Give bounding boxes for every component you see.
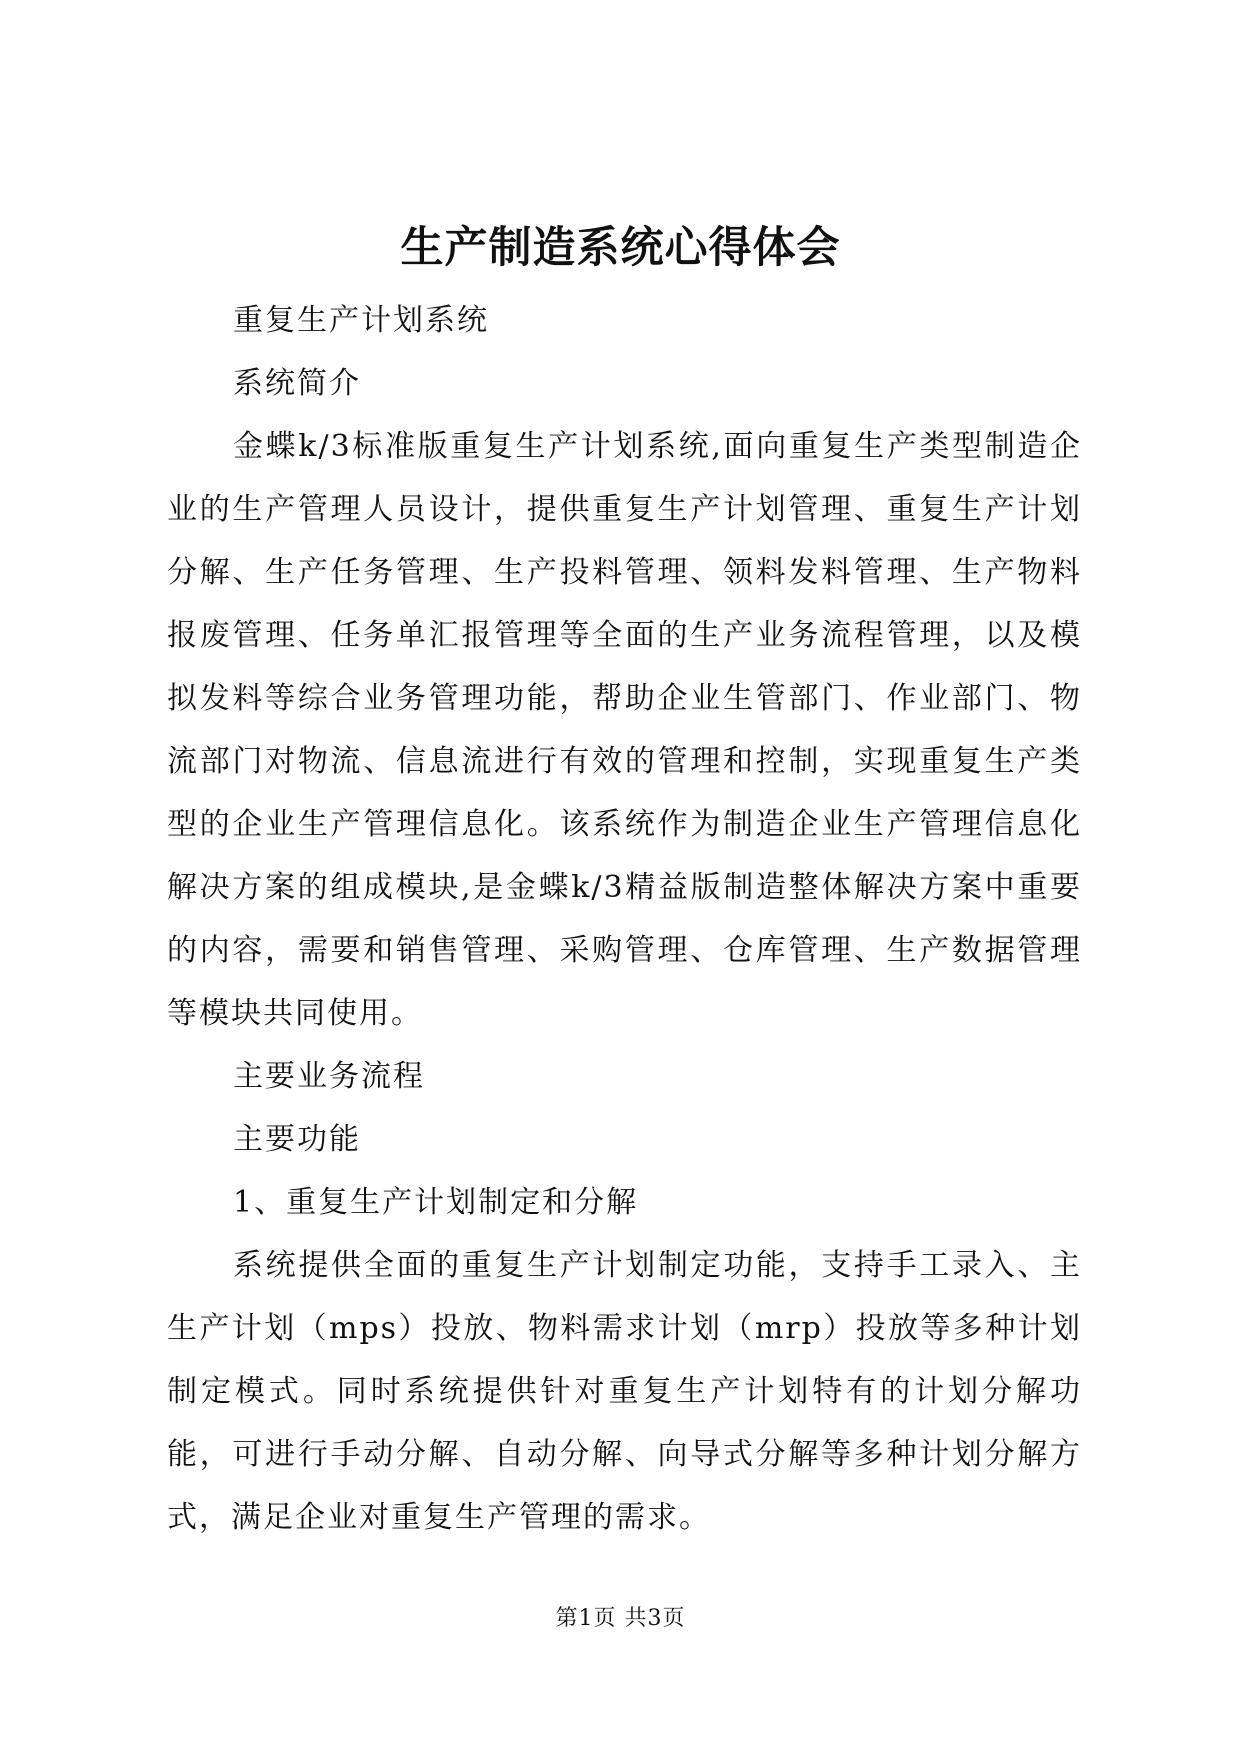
business-flow-heading: 主要业务流程: [233, 1059, 425, 1094]
document-title: 生产制造系统心得体会: [400, 223, 841, 273]
document-body: [167, 289, 1082, 1549]
function-1-paragraph: 系统提供全面的重复生产计划制定功能，支持手工录入、主生产计划（mps）投放、物料需求计划（mrp）投放等多种计划制定模式。同时系统提供针对重复生产计划特有的计划分解功能，可进行手动分解、自动分解、向导式分解等多种计划分解方式，满足企业对重复生产管理的需求。: [167, 1248, 1082, 1535]
intro-heading: 系统简介: [233, 366, 361, 401]
function-1-heading: 1、重复生产计划制定和分解: [233, 1185, 639, 1220]
functions-heading: 主要功能: [233, 1122, 361, 1157]
page-footer: 第1页 共3页: [555, 1606, 686, 1631]
section-heading: 重复生产计划系统: [233, 303, 489, 338]
intro-paragraph: 金蝶k/3标准版重复生产计划系统,面向重复生产类型制造企业的生产管理人员设计，提供重复生产计划管理、重复生产计划分解、生产任务管理、生产投料管理、领料发料管理、生产物料报废管理、任务单汇报管理等全面的生产业务流程管理，以及模拟发料等综合业务管理功能，帮助企业生管部门、作业部门、物流部门对物流、信息流进行有效的管理和控制，实现重复生产类型的企业生产管理信息化。该系统作为制造企业生产管理信息化解决方案的组成模块,是金蝶k/3精益版制造整体解决方案中重要的内容，需要和销售管理、采购管理、仓库管理、生产数据管理等模块共同使用。: [167, 429, 1082, 1031]
